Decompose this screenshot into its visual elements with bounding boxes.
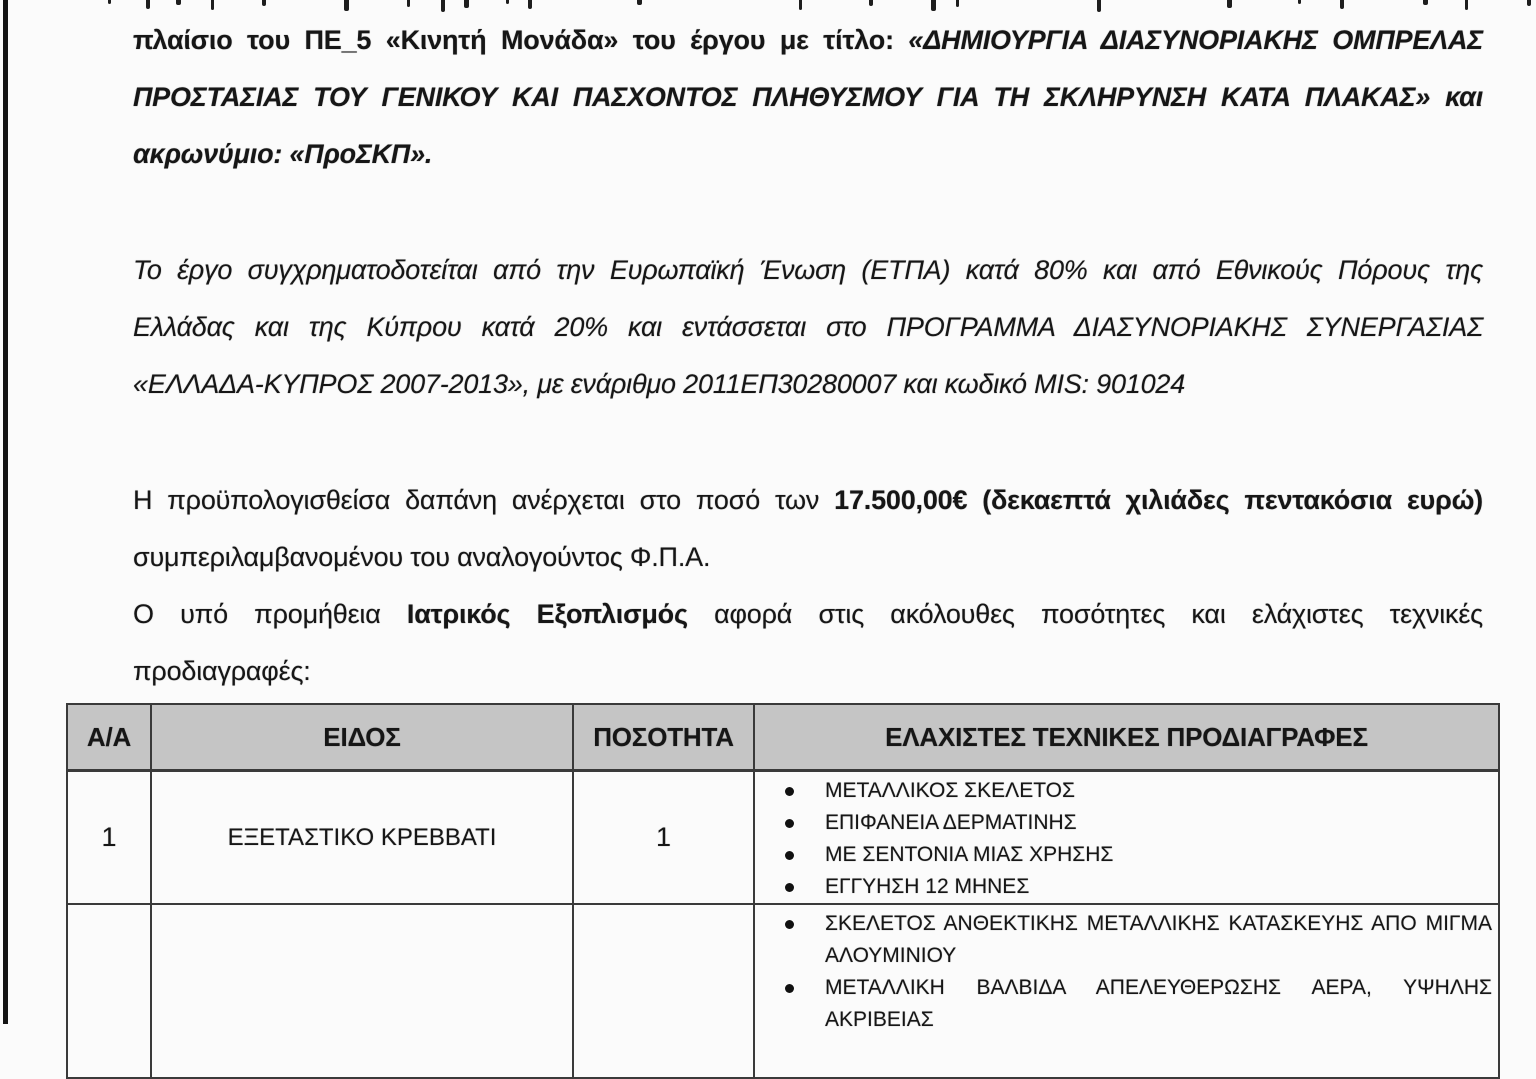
- cell-aa: 1: [67, 771, 151, 905]
- specs-table-container: [66, 703, 1500, 1079]
- ink-fragment: [262, 0, 266, 6]
- spec-item: ΜΕΤΑΛΛΙΚΟΣ ΣΚΕΛΕΤΟΣ: [777, 775, 1492, 807]
- paragraph-cofinancing: [133, 242, 1483, 413]
- ink-fragment: [1227, 0, 1232, 8]
- column-header-qty: ΠΟΣΟΤΗΤΑ: [573, 704, 754, 771]
- ink-fragment: [108, 0, 111, 4]
- table-row: [67, 904, 1499, 1078]
- ink-fragment: [407, 0, 410, 7]
- ink-fragment: [1097, 0, 1101, 12]
- spec-item: ΕΠΙΦΑΝΕΙΑ ΔΕΡΜΑΤΙΝΗΣ: [777, 807, 1492, 839]
- text-segment: αφορά στις ακόλουθες ποσότητες και ελάχιστες τεχνικές: [687, 599, 1483, 629]
- scan-edge-artifact: [3, 0, 8, 1024]
- spec-list: [777, 772, 1492, 903]
- cell-item: ΕΞΕΤΑΣΤΙΚΟ ΚΡΕΒΒΑΤΙ: [151, 771, 573, 905]
- text-line: συμπεριλαμβανομένου του αναλογούντος Φ.Π.Α.: [133, 542, 711, 572]
- column-header-item: ΕΙΔΟΣ: [151, 704, 573, 771]
- text-segment: Η προϋπολογισθείσα δαπάνη ανέρχεται στο ποσό των: [133, 485, 835, 515]
- ink-fragment: [176, 0, 181, 5]
- ink-fragment: [146, 0, 150, 9]
- ink-fragment: [1423, 0, 1428, 5]
- spec-item: ΕΓΓΥΗΣΗ 12 ΜΗΝΕΣ: [777, 871, 1492, 903]
- text-line: Ελλάδας και της Κύπρου κατά 20% και εντάσσεται στο ΠΡΟΓΡΑΜΜΑ ΔΙΑΣΥΝΟΡΙΑΚΗΣ ΣΥΝΕΡΓΑΣΙΑΣ: [133, 312, 1483, 342]
- ink-fragment: [956, 0, 959, 7]
- ink-fragment: [931, 0, 936, 11]
- text-segment-amount: 17.500,00€ (δεκαεπτά χιλιάδες πεντακόσια ευρώ): [834, 485, 1483, 515]
- ink-fragment: [344, 0, 349, 11]
- cell-specs: [754, 904, 1499, 1078]
- text-line: ακρωνύμιο: «ΠροΣΚΠ».: [133, 139, 433, 169]
- specs-table: [66, 703, 1500, 1079]
- text-segment: Ο υπό προμήθεια: [133, 599, 407, 629]
- text-line: [133, 472, 1483, 529]
- text-line: «ΕΛΛΑΔΑ-ΚΥΠΡΟΣ 2007-2013», με ενάριθμο 2011ΕΠ30280007 και κωδικό MIS: 901024: [133, 369, 1186, 399]
- ink-fragment: [506, 0, 509, 4]
- cell-qty: 1: [573, 771, 754, 905]
- ink-fragment: [869, 0, 873, 6]
- ink-fragment: [1298, 0, 1301, 4]
- ink-fragment: [211, 0, 214, 10]
- cell-aa: [67, 904, 151, 1078]
- text-segment-equipment: Ιατρικός Εξοπλισμός: [406, 599, 688, 629]
- cell-item: [151, 904, 573, 1078]
- text-line: [133, 12, 1483, 69]
- text-line: Το έργο συγχρηματοδοτείται από την Ευρωπαϊκή Ένωση (ΕΤΠΑ) κατά 80% και από Εθνικούς Πόρους της: [133, 255, 1483, 285]
- cell-qty: [573, 904, 754, 1078]
- ink-fragment: [799, 0, 802, 10]
- ink-fragment: [528, 0, 532, 9]
- paragraph-project-title: [133, 12, 1483, 183]
- spec-item: ΜΕΤΑΛΛΙΚΗ ΒΑΛΒΙΔΑ ΑΠΕΛΕΥΘΕΡΩΣΗΣ ΑΕΡΑ, ΥΨΗΛΗΣ ΑΚΡΙΒΕΙΑΣ: [777, 972, 1492, 1036]
- text-segment: πλαίσιο του ΠΕ_5 «Κινητή Μονάδα» του έργου με τίτλο:: [133, 25, 909, 55]
- paragraph-equipment-intro: [133, 586, 1483, 700]
- cell-specs: [754, 771, 1499, 905]
- column-header-aa: Α/Α: [67, 704, 151, 771]
- ink-fragment: [441, 0, 445, 12]
- table-row: [67, 771, 1499, 905]
- text-line: [133, 586, 1483, 643]
- ink-fragment: [1465, 0, 1468, 10]
- ink-fragment: [464, 0, 469, 8]
- spec-item: ΣΚΕΛΕΤΟΣ ΑΝΘΕΚΤΙΚΗΣ ΜΕΤΑΛΛΙΚΗΣ ΚΑΤΑΣΚΕΥΗΣ ΑΠΟ ΜΙΓΜΑ ΑΛΟΥΜΙΝΙΟΥ: [777, 908, 1492, 972]
- ink-fragment: [1340, 0, 1344, 9]
- spec-list: [777, 905, 1492, 1036]
- ink-fragment: [637, 0, 642, 5]
- paragraph-budget: [133, 472, 1483, 586]
- text-segment-title: «ΔΗΜΙΟΥΡΓΙΑ ΔΙΑΣΥΝΟΡΙΑΚΗΣ ΟΜΠΡΕΛΑΣ: [908, 25, 1483, 55]
- text-line: ΠΡΟΣΤΑΣΙΑΣ ΤΟΥ ΓΕΝΙΚΟΥ ΚΑΙ ΠΑΣΧΟΝΤΟΣ ΠΛΗΘΥΣΜΟΥ ΓΙΑ ΤΗ ΣΚΛΗΡΥΝΣΗ ΚΑΤΑ ΠΛΑΚΑΣ» και: [133, 82, 1483, 112]
- spec-item: ΜΕ ΣΕΝΤΟΝΙΑ ΜΙΑΣ ΧΡΗΣΗΣ: [777, 839, 1492, 871]
- ink-fragment: [1527, 0, 1531, 6]
- table-header-row: [67, 704, 1499, 771]
- text-line: προδιαγραφές:: [133, 656, 311, 686]
- column-header-specs: ΕΛΑΧΙΣΤΕΣ ΤΕΧΝΙΚΕΣ ΠΡΟΔΙΑΓΡΑΦΕΣ: [754, 704, 1499, 771]
